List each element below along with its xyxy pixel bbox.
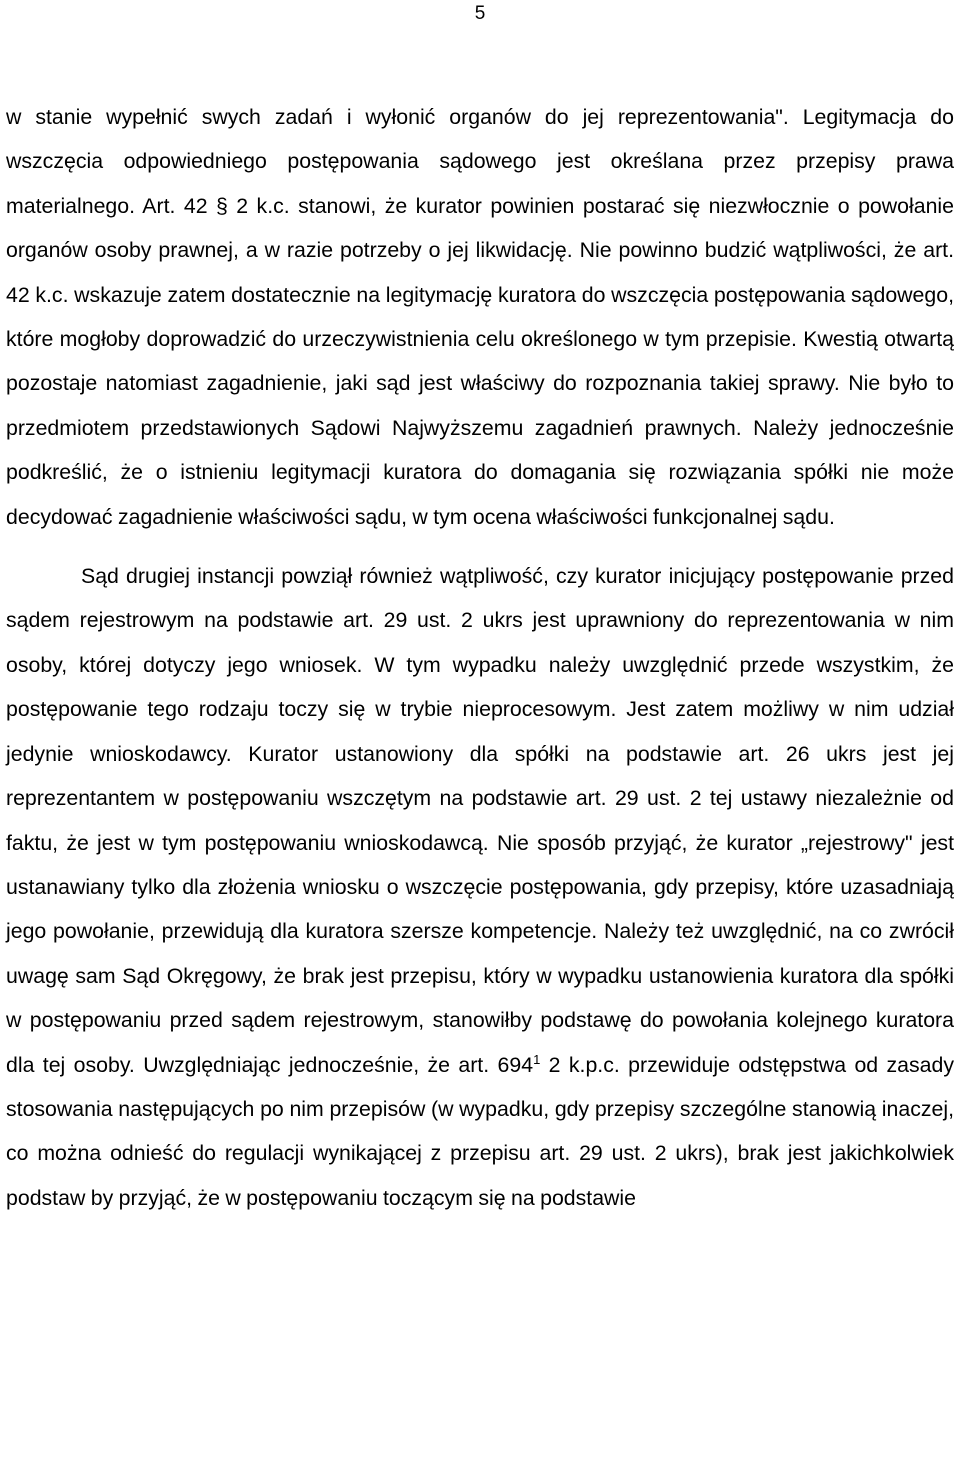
paragraph-2-text-after-superscript: 2 k.p.c. przewiduje odstępstwa od zasady stosowania następujących po nim przepisów (w wypadku, gdy przepisy szczególne stanowią inaczej, co można odnieść do regulacji wynikającej z przepisu art. 29 ust. 2 ukrs), brak jest jakichkolwiek podstaw by przyjąć, że w postępowaniu toczącym się na podstawie	[6, 1052, 954, 1210]
paragraph-2	[6, 554, 954, 1220]
paragraph-1: w stanie wypełnić swych zadań i wyłonić organów do jej reprezentowania". Legitymacja do wszczęcia odpowiedniego postępowania sądowego jest określana przez przepisy prawa materialnego. Art. 42 § 2 k.c. stanowi, że kurator powinien postarać się niezwłocznie o powołanie organów osoby prawnej, a w razie potrzeby o jej likwidację. Nie powinno budzić wątpliwości, że art. 42 k.c. wskazuje zatem dostatecznie na legitymację kuratora do wszczęcia postępowania sądowego, które mogłoby doprowadzić do urzeczywistnienia celu określonego w tym przepisie. Kwestią otwartą pozostaje natomiast zagadnienie, jaki sąd jest właściwy do rozpoznania takiej sprawy. Nie było to przedmiotem przedstawionych Sądowi Najwyższemu zagadnień prawnych. Należy jednocześnie podkreślić, że o istnieniu legitymacji kuratora do domagania się rozwiązania spółki nie może decydować zagadnienie właściwości sądu, w tym ocena właściwości funkcjonalnej sądu.	[6, 105, 954, 529]
superscript-index: 1	[533, 1051, 541, 1067]
page-number: 5	[474, 3, 486, 24]
document-body	[6, 95, 954, 1220]
paragraph-2-text-before-superscript: Sąd drugiej instancji powziął również wątpliwość, czy kurator inicjujący postępowanie przed sądem rejestrowym na podstawie art. 29 ust. 2 ukrs jest uprawniony do reprezentowania w nim osoby, której dotyczy jego wniosek. W tym wypadku należy uwzględnić przede wszystkim, że postępowanie tego rodzaju toczy się w trybie nieprocesowym. Jest zatem możliwy w nim udział jedynie wnioskodawcy. Kurator ustanowiony dla spółki na podstawie art. 26 ukrs jest jej reprezentantem w postępowaniu wszczętym na podstawie art. 29 ust. 2 tej ustawy niezależnie od faktu, że jest w tym postępowaniu wnioskodawcą. Nie sposób przyjąć, że kurator „rejestrowy" jest ustanawiany tylko dla złożenia wniosku o wszczęcie postępowania, gdy przepisy, które uzasadniają jego powołanie, przewidują dla kuratora szersze kompetencje. Należy też uwzględnić, na co zwrócił uwagę sam Sąd Okręgowy, że brak jest przepisu, który w wypadku ustanowienia kuratora dla spółki w postępowaniu przed sądem rejestrowym, stanowiłby podstawę do powołania kolejnego kuratora dla tej osoby. Uwzględniając jednocześnie, że art. 694	[6, 564, 954, 1077]
